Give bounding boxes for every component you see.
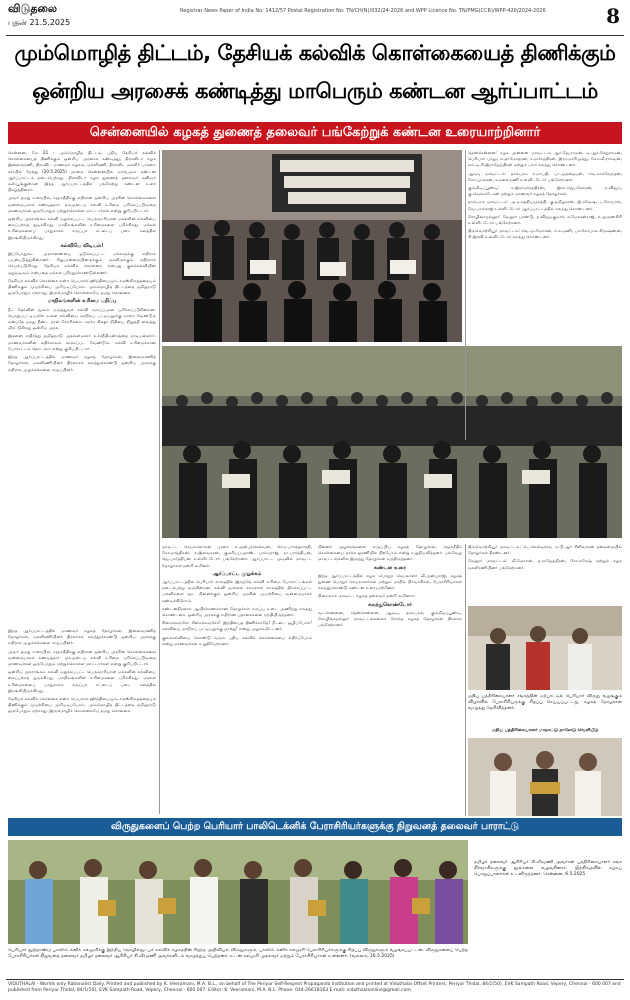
- masthead-rule: [6, 35, 624, 36]
- article-paragraph: இந்த ஆர்ப்பாட்டத்தில் கழக பொதுச் செயலாளர் வீ.அன்புராஜ், கழகத் துணை பொதுச் செயலாளர்கள் மற்றும் மாநில நிர்வாகிகள், பேராசிரியர்கள் கலந்துகொண்டு கண்டன உரையாற்றினர்.: [318, 572, 462, 591]
- protest-photo-top-image: [162, 150, 462, 342]
- side-photo-book-release-image: [468, 738, 622, 816]
- headline-line-1: மும்மொழித் திட்டம், தேசியக் கல்விக் கொள்கையைத் திணிக்கும்: [14, 41, 616, 65]
- protest-photo-crowd: [162, 346, 622, 538]
- article-paragraph: இந்த ஆர்ப்பாட்டத்தில் மாணவர் கழகத் தோழர்கள், இளைஞரணித் தோழர்கள், மகளிரணியினர் திரளாகக் கலந்துகொண்டு ஒன்றிய அரசுக்கு எதிராக முழக்கங்களை எழுப்பினர்.: [8, 628, 156, 646]
- article-paragraph: அவர் தமது உரையில், சமூகநீதிக்கு எதிரான ஒன்றிய அரசின் கொள்கைகளை வன்மையாகக் கண்டித்தார். நம்முடைய கல்வி உரிமை பறிக்கப்படுவதை மாணவர்கள் ஒருபோதும் ஏற்றுக்கொள்ள மாட்டார்கள் என்று குறிப்பிட்டார்.: [8, 648, 156, 667]
- main-headline: [8, 40, 622, 104]
- paper-name: விடுதலை: [8, 2, 58, 15]
- article-paragraph: கண்டனதிரளாக ஆயிரக்கணக்கான தோழர்கள் கருப்பு உடை அணிந்து கலந்து கொண்டனர். ஒன்றிய அரசுக்கு எதிரான பதாகைகளை ஏந்தியிருந்தனர்.: [162, 605, 312, 618]
- award-group-photo-image: [8, 840, 468, 944]
- section-heading: மாநிலங்களின் உரிமை பறிப்பு: [47, 298, 117, 305]
- footer-imprint: VIDUTHALAI - Worlds only Rationalist Daily. Printed and published by K. Veeramani, M.A. B.L., on behalf of The Periyar Self-Respect Propaganda Institution and printed at Viduthalai Offset Printers, Periyar Thidal, 84/1(50), EVK Sampath Road, Vepery, Chennai - 600 007 and published from Periyar Thidal, 84/1(50), EVK Sampath Road, Vepery, Chennai - 600 007. Editor: K. Veeramani, M.A. B.L. Phone: 044-26618163 E-mail: viduthalaionline@gmail.com: [8, 982, 621, 993]
- section-heading: ஆர்ப்பாட்ட முழக்கம்: [212, 570, 262, 577]
- article-paragraph: இந்த ஆர்ப்பாட்டத்தில் மாணவர் கழகத் தோழர்கள், இளைஞரணித் தோழர்கள், மகளிரணியினர் திரளாகக் கலந்துகொண்டு ஒன்றிய அரசுக்கு எதிராக முழக்கங்களை எழுப்பினர்.: [8, 354, 156, 372]
- column-separator: [465, 544, 466, 816]
- headline-line-2: ஒன்றிய அரசைக் கண்டித்து மாபெரும் கண்டன ஆர்ப்பாட்டம்: [32, 79, 598, 103]
- side-photo-book-release: [468, 738, 622, 816]
- article-column-2: [162, 544, 312, 814]
- article-paragraph: ஒன்றிய அரசாங்கம் கல்வி மறுக்கப்பட்ட பெருவாரியான மக்களின் கல்வியை கைப்பற்றத் துடிக்கிறது. மாநிலங்களின் உரிமைகளை பறிக்கிறது. மக்கள் உரிமைகளைப் பாதுகாக்க கருப்புச் சட்டைப் படை களத்தில் இறங்கியிருக்கிறது.: [8, 669, 156, 693]
- side-column-middle: [468, 544, 622, 602]
- side-paragraph: கும்மிடிப்பூண்டி: க.இராமச்சந்திரன், இரா.ஜெயசேகரன், ஏ.விஜய், கு.வெங்கடேசன் மற்றும் மாணவர் கழகத் தோழர்கள்.: [468, 185, 622, 197]
- award-group-photo: [8, 840, 468, 944]
- article-column-3: [318, 544, 462, 814]
- side-caption-1: மதிய பத்திரிகையாளர் சங்கத்தின் ஏற்பாட்டில் பெரியார் விருது வழங்கும் விழாவில் பேராசிரியருக்கு சிறப்பு செய்யப்பட்டது. கழகத் தோழர்கள் வாழ்த்து தெரிவித்தனர்.: [468, 694, 622, 711]
- side-paragraph: தாம்பரம் மாவட்டம்: மு.ஏ.சத்தியமூர்த்தி, கு.தமிழரசன், இ.ரமேஷ், ப.கோபால், வே.பால்ராஜ் உள்ளிட்டோர் ஆர்ப்பாட்டத்தில் கலந்து கொண்டனர்.: [468, 199, 622, 211]
- article-paragraph: மாவட்ட செயலாளர்கள் புரசை சு.அன்புச்செல்வன், செ.ர.பார்த்தசாரதி, கோ.நாத்திகன், க.இளவரசன், குமரியப்பதாஸ், பாக்யராஜ், நா.பார்த்திபன், ஜெ.பார்த்திபன் உள்ளிட்டோர் பங்கேற்றனர். ஆர்ப்பாட்ட முடிவில் மாவட்ட தோழர்கள் நன்றி கூறினர்.: [162, 544, 312, 568]
- article-paragraph: சிறைக்கஞ்சோ சிறைக்கஞ்சோ! இந்தியைத் திணிக்காதே! நீட்டை ஒழிப்போம்! கல்வியை மாநிலப் பட்டியலுக்கு மாற்று! என்று முழக்கமிட்டனர்.: [162, 620, 312, 632]
- side-caption-2-title: மதிய பத்திரிகையாளர் மாநாட்டு நாளேடு வெளியீடு: [491, 728, 599, 733]
- article-paragraph: நீட் தேர்வின் மூலம் மருத்துவக் கல்வி வாய்ப்புகள் பறிக்கப்படுகின்றன. பொதுப்பட்டியலில் உள்ள கல்வியை மாநிலப் பட்டியலுக்கு மாற்ற வேண்டும் என்பதே நமது நீண்ட நாள் கோரிக்கை. சமக்ர சிக்ஷா நிதியை நிறுத்தி வைத்து மிரட்டுகிறது ஒன்றிய அரசு.: [8, 306, 156, 331]
- article-column-1: [8, 150, 156, 620]
- article-paragraph: நிறைவாக மாவட்ட கழகத் தலைவர் நன்றி கூறினார்.: [318, 593, 416, 599]
- section-heading: கலந்துகொண்டோர்: [368, 601, 412, 608]
- article-paragraph: ஆர்ப்பாட்டத்தில் பெரியார் காலத்தில் இருந்தே கல்வி உரிமை போராட்டங்கள் நடைபெற்று வருகின்றன. கல்வி வள்ளல் காமராசர் காலத்தில் திறக்கப்பட்ட பள்ளிகளை மூட நினைக்கும் ஒன்றிய அரசின் முயற்சியை வன்மையாகக் கண்டிக்கிறோம்.: [162, 579, 312, 603]
- protest-photo-top: [162, 150, 462, 342]
- award-caption: பெரியார் நூற்றாண்டு பாலிடெக்னிக் கல்லூரிக்கு இந்திய தொழில்நுட்பக் கல்விக் கழகத்தின் சிறந்த அறிவியல் விருதுகளும், பாலிடெக்னிக் கல்லூரி பேராசிரியர்களுக்கு சிறப்பு விருதுகளும் வழங்கப்பட்டன. விருதுகளைப் பெற்ற பேராசிரியர்கள் நிறுவனத் தலைவர் தமிழர் தலைவர் ஆசிரியர் கி.வீரமணி அவர்களிடம் வாழ்த்துப் பெற்றனர். உடன் கல்லூரி முதல்வர் மற்றும் பேராசிரியர்கள் உள்ளனர். (வல்லம், 16.5.2025): [8, 948, 468, 959]
- registration-line: Registrar News Paper of India No: 1412/57 Postal Registration No: TN/CH(N)/032/24-2026 and WPP Licence No. TN/PMG(CCR)/WPP-420/2024-2026: [180, 8, 546, 14]
- side-paragraph: திருவொற்றியூர் மாவட்டம்: வெ.மு.மோகன், ஈ.சு.மணி, பா.கோபால கிருஷ்ணன், சி.இரவி உள்ளிட்டோர் கலந்து கொண்டனர்.: [468, 228, 622, 240]
- article-paragraph: தேசியக் கல்விக் கொள்கை என்ற பெயரால் ஹிந்தியையும், சமஸ்கிருதத்தையும் திணிக்கும் முயற்சியை முறியடிப்போம். மும்மொழித் திட்டத்தை தமிழ்நாடு ஒருபோதும் ஏற்காது. இருமொழிக் கொள்கையே நமது கொள்கை.: [8, 696, 156, 714]
- article-column-1-bottom: [8, 628, 156, 810]
- award-banner: விருதுகளைப் பெற்ற பெரியார் பாலிடெக்னிக் பேராசிரியர்களுக்கு நிறுவனத் தலைவர் பாராட்டு: [8, 818, 622, 836]
- side-caption-2: தமிழர் தலைவர் ஆசிரியர் கி.வீரமணி அவர்கள் பத்திரிகையாளர் சங்க நிர்வாகிகளுக்கு நூல்களை வழங்கினார். இந்நிகழ்வில் கழகப் பொறுப்பாளர்கள் உடனிருந்தனர். சென்னை, 6.5.2025: [474, 860, 622, 877]
- masthead: [0, 0, 630, 36]
- article-paragraph: இதனை எதிர்த்து தமிழ்நாடு முதலமைச்சர் உச்சநீதிமன்றத்தை நாடியுள்ளார். மாணவர்களின் எதிர்காலம் காக்கப்பட வேண்டும். கல்வி உரிமைக்கான போராட்டம் தொடரும் என்று குறிப்பிட்டார்.: [8, 333, 156, 351]
- article-paragraph: தேசியக் கல்விக் கொள்கை என்ற பெயரால் ஹிந்தியையும், சமஸ்கிருதத்தையும் திணிக்கும் முயற்சியை முறியடிப்போம். மும்மொழித் திட்டத்தை தமிழ்நாடு ஒருபோதும் ஏற்காது. இருமொழிக் கொள்கையே நமது கொள்கை.: [8, 277, 156, 296]
- article-paragraph: பின்னர் முழக்கங்களை எழுப்பிய கழகத் தோழர்கள், சமூகநீதிக் கொள்கையை காக்க ஓரணியில் நிற்போம் என்று உறுதியளித்தனர். பல்வேறு மாவட்டங்களில் இருந்து தோழர்கள் வந்திருந்தனர்.: [318, 544, 462, 562]
- footer-rule: [6, 979, 624, 980]
- page-number: 8: [606, 4, 620, 28]
- column-separator: [159, 150, 160, 814]
- protest-photo-crowd-image: [162, 346, 622, 538]
- side-paragraph: திருவொற்றியூர் மாவட்டம்: பெ.செல்வராசு, ஏ.பி.ஆர் சீனிவாசன் தலைமையில் தோழர்கள் திரண்டனர்.: [468, 544, 622, 556]
- subhead-banner: சென்னையில் கழகத் துணைத் தலைவர் பங்கேற்றுக் கண்டன உரையாற்றினார்: [8, 122, 622, 144]
- side-photo-award-image: [468, 606, 622, 690]
- section-heading: கல்வியே விடியல்!: [60, 242, 104, 249]
- side-paragraph: சோழிங்கநல்லூர்: வேலூர் பாண்டு, ந.விஜயகுமார், சு.மோகன்ராஜ், க.அருணகிரி உள்ளிட்டோர் பங்கேற்றனர்.: [468, 213, 622, 226]
- article-paragraph: அவர் தமது உரையில், சமூகநீதிக்கு எதிரான ஒன்றிய அரசின் கொள்கைகளை வன்மையாகக் கண்டித்தார். நம்முடைய கல்வி உரிமை பறிக்கப்படுவதை மாணவர்கள் ஒருபோதும் ஏற்றுக்கொள்ள மாட்டார்கள் என்று குறிப்பிட்டார்.: [8, 195, 156, 213]
- side-paragraph: வேலூர் மாவட்டம்: வீ.மோகன், த.ராஜேந்திரன், சோ.சுரேஷ் மற்றும் கழக மகளிரணியினர் பங்கேற்றனர்.: [468, 558, 622, 570]
- side-paragraph: தென்சென்னை: கழக அன்னை மாவட்டம் ஆர்.ஜே.ராமன், டி.ஆர்.சேதுராமன், பெரியார் பாலு, எ.தாமோதரன், ச.மகேந்திரன், இரா.மாரிமுத்து, கோ.வீ.ராகவன், எம்.டி.சி.இராஜேந்திரன் மற்றும் பலர் கலந்து கொண்டனர்.: [468, 150, 622, 168]
- issue-date: புதன் 21.5.2025: [8, 18, 71, 27]
- article-lead: சென்னை, மே 21 - மும்மொழித் திட்டம், புதிய தேசியக் கல்விக் கொள்கையைத் திணிக்கும் ஒன்றிய அரசைக் கண்டித்து, திராவிடர் கழக இளைஞரணி, திராவிட மாணவர் கழகம், மகளிரணி, திராவிட மகளிர் பாசறை சார்பில் நேற்று (20.5.2025) மாலை சென்னையில் மாபெரும் கண்டன ஆர்ப்பாட்டம் நடைபெற்றது. திராவிடர் கழக துணைத் தலைவர் கவிஞர் கலி.பூங்குன்றன் இந்த ஆர்ப்பாட்டத்தில் பங்கேற்று கண்டன உரை நிகழ்த்தினார்.: [8, 150, 156, 193]
- article-paragraph: வடசென்னை, தென்சென்னை, ஆவடி, தாம்பரம், கும்மிடிப்பூண்டி, சோழிங்கநல்லூர் மாவட்டங்களைச் சேர்ந்த கழகத் தோழர்கள் திரளாக பங்கேற்றனர்.: [318, 609, 462, 628]
- article-paragraph: ஒன்றிய அரசாங்கம் கல்வி மறுக்கப்பட்ட பெருவாரியான மக்களின் கல்வியை கைப்பற்றத் துடிக்கிறது. மாநிலங்களின் உரிமைகளை பறிக்கிறது. மக்கள் உரிமைகளைப் பாதுகாக்க கருப்புச் சட்டைப் படை களத்தில் இறங்கியிருக்கிறது.: [8, 216, 156, 240]
- side-paragraph: ஆவடி மாவட்டம்: தாம்பரம் உமாபதி, பா.முத்தையன், வெ.கார்வேந்தன், கோ.முருகன், க.கலைமணி உள்ளிட்டோர் பங்கேற்றனர்.: [468, 170, 622, 182]
- article-paragraph: இப்போதுகூட அரசாணையை ஒடுக்கப்பட்ட மக்களுக்கு எதிராக பயன்படுத்துகின்றனர். சிறுபான்மையினருக்கும் மகளிருக்கும் எதிராகச் செயல்படுகிறது. தேசியக் கல்விக் கொள்கை என்பது குலக்கல்வியின் மறுவடிவம் என்பதை மக்கள் புரிந்துகொண்டுள்ளனர்.: [8, 251, 156, 275]
- section-heading: கண்டன உரை: [374, 564, 406, 571]
- article-paragraph: குலக்கல்வியை கொண்டு வரும் புதிய கல்விக் கொள்கையை எதிர்ப்போம் என்று மாணவர்கள் உறுதியேற்றனர்.: [162, 634, 312, 646]
- column-separator: [465, 150, 466, 440]
- side-photo-award: [468, 606, 622, 690]
